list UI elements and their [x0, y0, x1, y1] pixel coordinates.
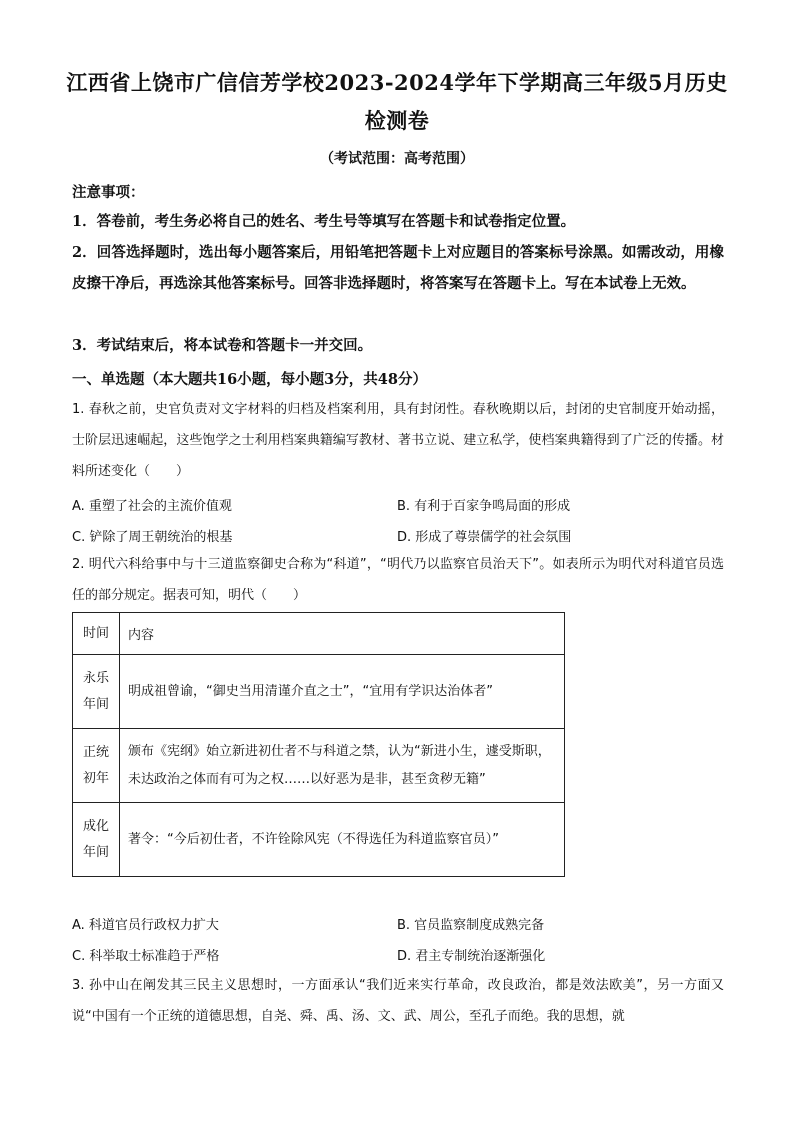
table-row — [73, 655, 565, 729]
table-cell-period: 正统初年 — [73, 729, 120, 803]
table-row — [73, 729, 565, 803]
table-cell-period: 永乐年间 — [73, 655, 120, 729]
table-header-row — [73, 613, 565, 655]
option-a: A. 重塑了社会的主流价值观 — [72, 499, 232, 514]
table-header-cell: 时间 — [73, 613, 120, 655]
table-cell-content: 明成祖曾谕，“御史当用清谨介直之士”，“宜用有学识达治体者” — [120, 655, 565, 729]
table-cell-period: 成化年间 — [73, 803, 120, 877]
option-b: B. 官员监察制度成熟完备 — [397, 918, 545, 933]
option-d: D. 形成了尊崇儒学的社会氛围 — [397, 530, 572, 545]
question-stem: 3. 孙中山在阐发其三民主义思想时，一方面承认“我们近来实行革命，改良政治，都是效法欧美”，另一方面又说“中国有一个正统的道德思想，自尧、舜、禹、汤、文、武、周公，至孔子而绝。我的思想，就 — [72, 978, 724, 1024]
page-title: 江西省上饶市广信信芳学校2023-2024学年下学期高三年级5月历史检测卷 — [66, 70, 728, 133]
question-stem: 2. 明代六科给事中与十三道监察御史合称为“科道”，“明代乃以监察官员治天下”。如表所示为明代对科道官员选任的部分规定。据表可知，明代（ ） — [72, 557, 724, 603]
table-row — [73, 803, 565, 877]
option-c: C. 铲除了周王朝统治的根基 — [72, 530, 233, 545]
option-c: C. 科举取士标准趋于严格 — [72, 949, 220, 964]
table-cell-content: 颁布《宪纲》始立新进初仕者不与科道之禁，认为“新进小生，遽受斯职，未达政治之体而有可为之权……以好恶为是非，甚至贪秽无籍” — [120, 729, 565, 803]
notice-item: 1．答卷前，考生务必将自己的姓名、考生号等填写在答题卡和试卷指定位置。 — [72, 213, 576, 230]
selection-rules-table — [72, 612, 565, 877]
table-header-cell: 内容 — [120, 613, 565, 655]
exam-scope: （考试范围：高考范围） — [320, 151, 474, 167]
option-b: B. 有利于百家争鸣局面的形成 — [397, 499, 571, 514]
option-d: D. 君主专制统治逐渐强化 — [397, 949, 546, 964]
table-cell-content: 著令：“今后初仕者，不许铨除风宪（不得选任为科道监察官员）” — [120, 803, 565, 877]
section-heading: 一、单选题（本大题共16小题，每小题3分，共48分） — [72, 371, 427, 388]
notice-heading: 注意事项： — [72, 184, 145, 201]
notice-item: 3．考试结束后，将本试卷和答题卡一并交回。 — [72, 337, 373, 354]
notice-item: 2．回答选择题时，选出每小题答案后，用铅笔把答题卡上对应题目的答案标号涂黑。如需改动，用橡皮擦干净后，再选涂其他答案标号。回答非选择题时，将答案写在答题卡上。写在本试卷上无效。 — [72, 244, 724, 292]
option-a: A. 科道官员行政权力扩大 — [72, 918, 219, 933]
question-stem: 1. 春秋之前，史官负责对文字材料的归档及档案利用，具有封闭性。春秋晚期以后，封闭的史官制度开始动摇，士阶层迅速崛起，这些饱学之士利用档案典籍编写教材、著书立说、建立私学，使档案典籍得到了广泛的传播。材料所述变化（ ） — [72, 402, 724, 479]
